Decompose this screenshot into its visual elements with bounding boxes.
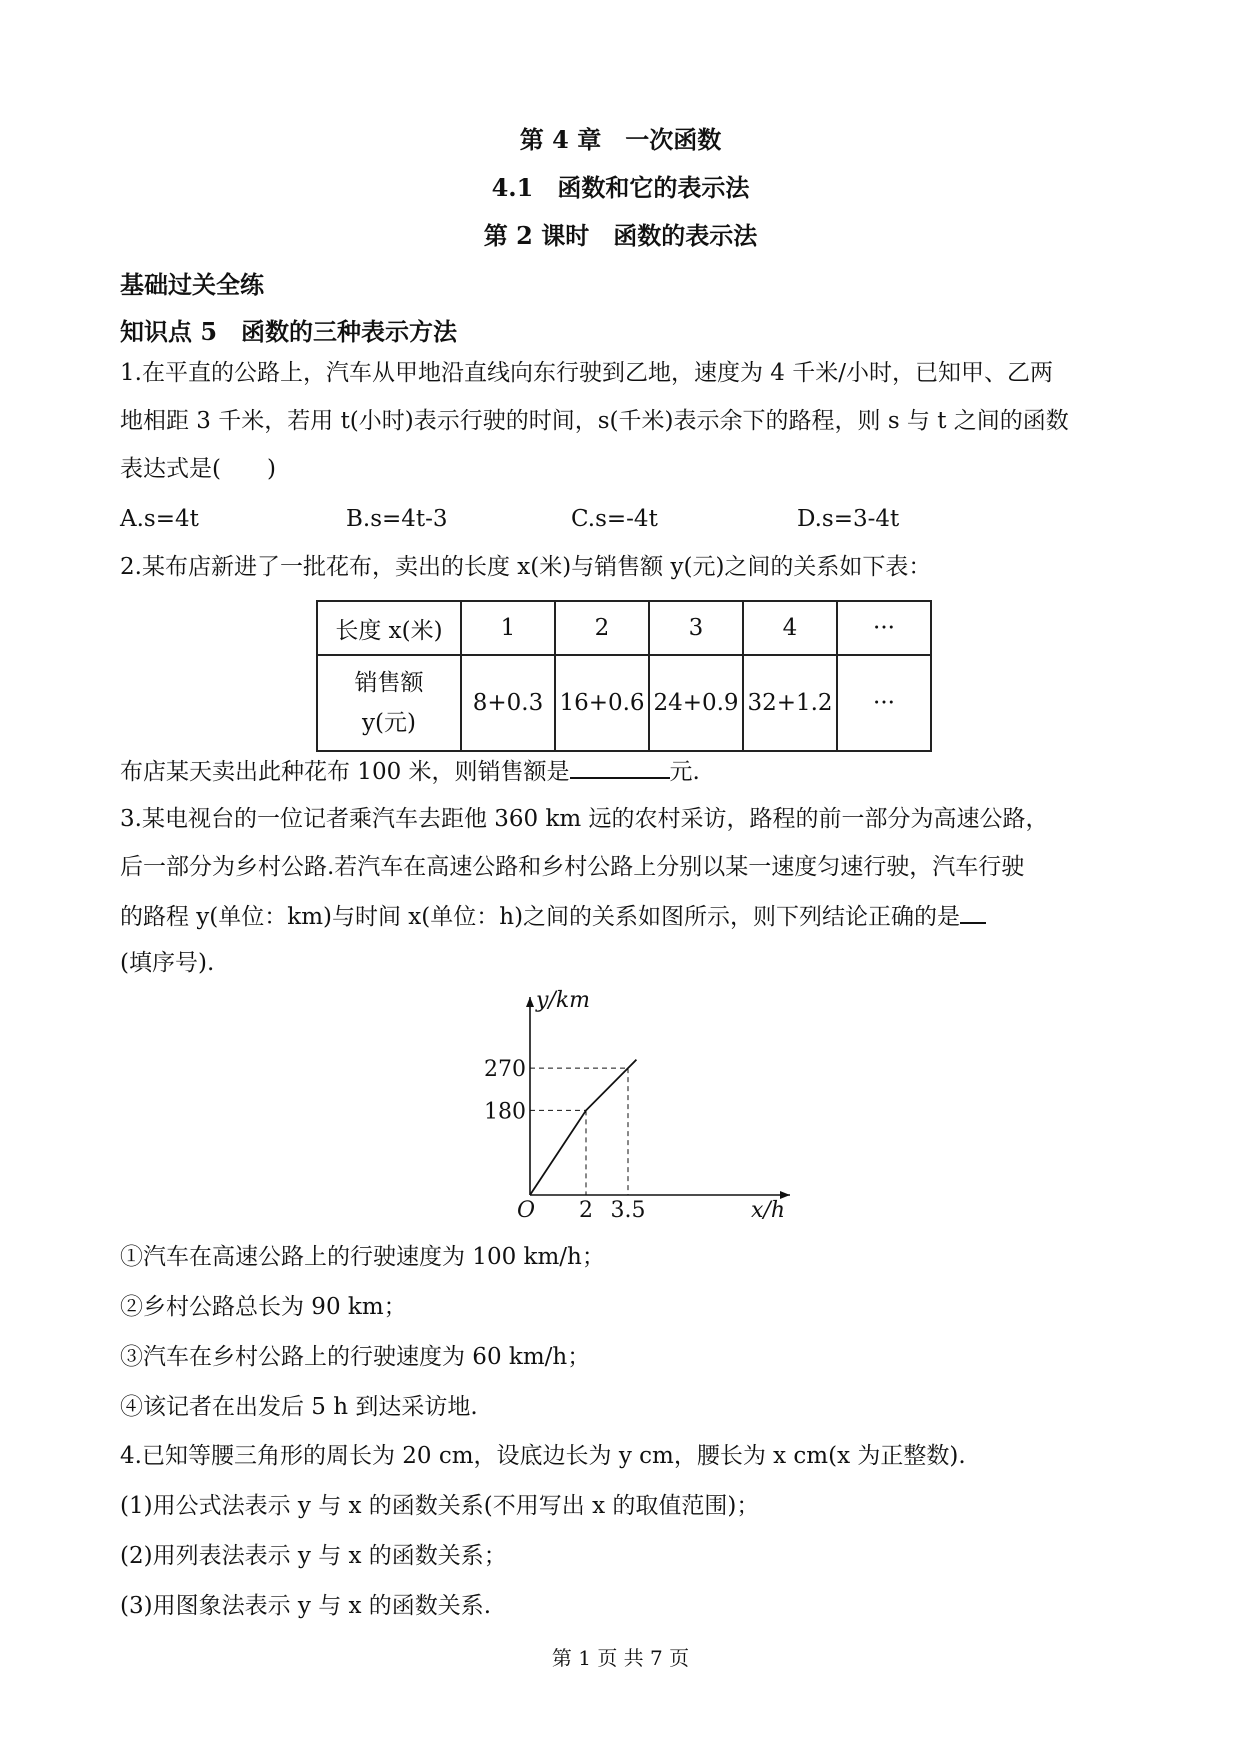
q3-statement-4: ④该记者在出发后 5 h 到达采访地. [120,1394,478,1420]
q2-ask [120,757,700,787]
y-axis-arrow [526,997,534,1007]
table-cell: 2 [555,601,649,655]
q2-intro: 2.某布店新进了一批花布，卖出的长度 x(米)与销售额 y(元)之间的关系如下表： [120,554,932,580]
table-cell: 4 [743,601,837,655]
section-title: 4.1 函数和它的表示法 [491,173,750,202]
q3-statement-2: ②乡村公路总长为 90 km； [120,1294,407,1320]
q1-option-d: D.s=3-4t [797,506,900,532]
part-title: 基础过关全练 [120,270,264,299]
answer-blank[interactable] [960,902,986,924]
table-row [317,655,931,751]
distance-time-chart [484,985,800,1225]
y-tick-label: 180 [484,1099,526,1125]
answer-blank[interactable] [570,757,670,779]
x-tick-label: 3.5 [610,1198,646,1223]
q4-sub-2: (2)用列表法表示 y 与 x 的函数关系； [120,1543,507,1569]
table-cell: 24+0.9 [649,655,743,751]
q4-sub-1: (1)用公式法表示 y 与 x 的函数关系(不用写出 x 的取值范围)； [120,1493,760,1519]
q1-option-a: A.s=4t [120,506,199,532]
q3-line-3-text: 的路程 y(单位：km)与时间 x(单位：h)之间的关系如图所示，则下列结论正确的是 [120,904,961,930]
page-footer: 第 1 页 共 7 页 [551,1646,690,1670]
table-cell: 32+1.2 [743,655,837,751]
q4-sub-3: (3)用图象法表示 y 与 x 的函数关系. [120,1593,492,1619]
table-cell: 8+0.3 [461,655,555,751]
distance-line [530,1060,636,1195]
x-axis-label: x/h [751,1198,785,1223]
knowledge-point-title: 知识点 5 函数的三种表示方法 [120,317,458,346]
q1-line-1: 1.在平直的公路上，汽车从甲地沿直线向东行驶到乙地，速度为 4 千米/小时，已知甲、乙两 [120,360,1053,386]
q3-line-1: 3.某电视台的一位记者乘汽车去距他 360 km 远的农村采访，路程的前一部分为高速公路， [120,806,1049,832]
q1-option-c: C.s=-4t [571,506,658,532]
q3-statement-1: ①汽车在高速公路上的行驶速度为 100 km/h； [120,1244,605,1270]
table-cell: 16+0.6 [555,655,649,751]
q3-statement-3: ③汽车在乡村公路上的行驶速度为 60 km/h； [120,1344,591,1370]
table-header-line: y(元) [362,710,416,736]
x-tick-label: 2 [579,1198,593,1223]
table-cell: 3 [649,601,743,655]
origin-label: O [516,1198,536,1223]
q1-option-b: B.s=4t-3 [346,506,448,532]
y-axis-label: y/km [536,988,591,1013]
y-tick-label: 270 [484,1057,526,1083]
q3-line-3 [120,902,986,932]
q4-line-1: 4.已知等腰三角形的周长为 20 cm，设底边长为 y cm，腰长为 x cm(x 为正整数). [120,1443,966,1469]
chapter-title: 第 4 章 一次函数 [519,125,722,154]
table-header-line: 销售额 [354,670,424,696]
q3-line-4: (填序号). [120,950,215,976]
table-cell: ··· [837,655,931,751]
table-header-cell [317,655,461,751]
table-header-cell: 长度 x(米) [317,601,461,655]
table-cell: 1 [461,601,555,655]
lesson-title: 第 2 课时 函数的表示法 [483,221,758,250]
table-cell: ··· [837,601,931,655]
q1-line-2: 地相距 3 千米，若用 t(小时)表示行驶的时间，s(千米)表示余下的路程，则 s 与 t 之间的函数 [120,408,1069,434]
sales-table [316,600,932,752]
q2-ask-text: 布店某天卖出此种花布 100 米，则销售额是 [120,759,570,785]
q3-line-2: 后一部分为乡村公路.若汽车在高速公路和乡村公路上分别以某一速度匀速行驶，汽车行驶 [120,854,1025,880]
q1-line-3: 表达式是( ) [120,456,276,482]
q2-ask-unit: 元. [669,759,700,785]
table-row [317,601,931,655]
